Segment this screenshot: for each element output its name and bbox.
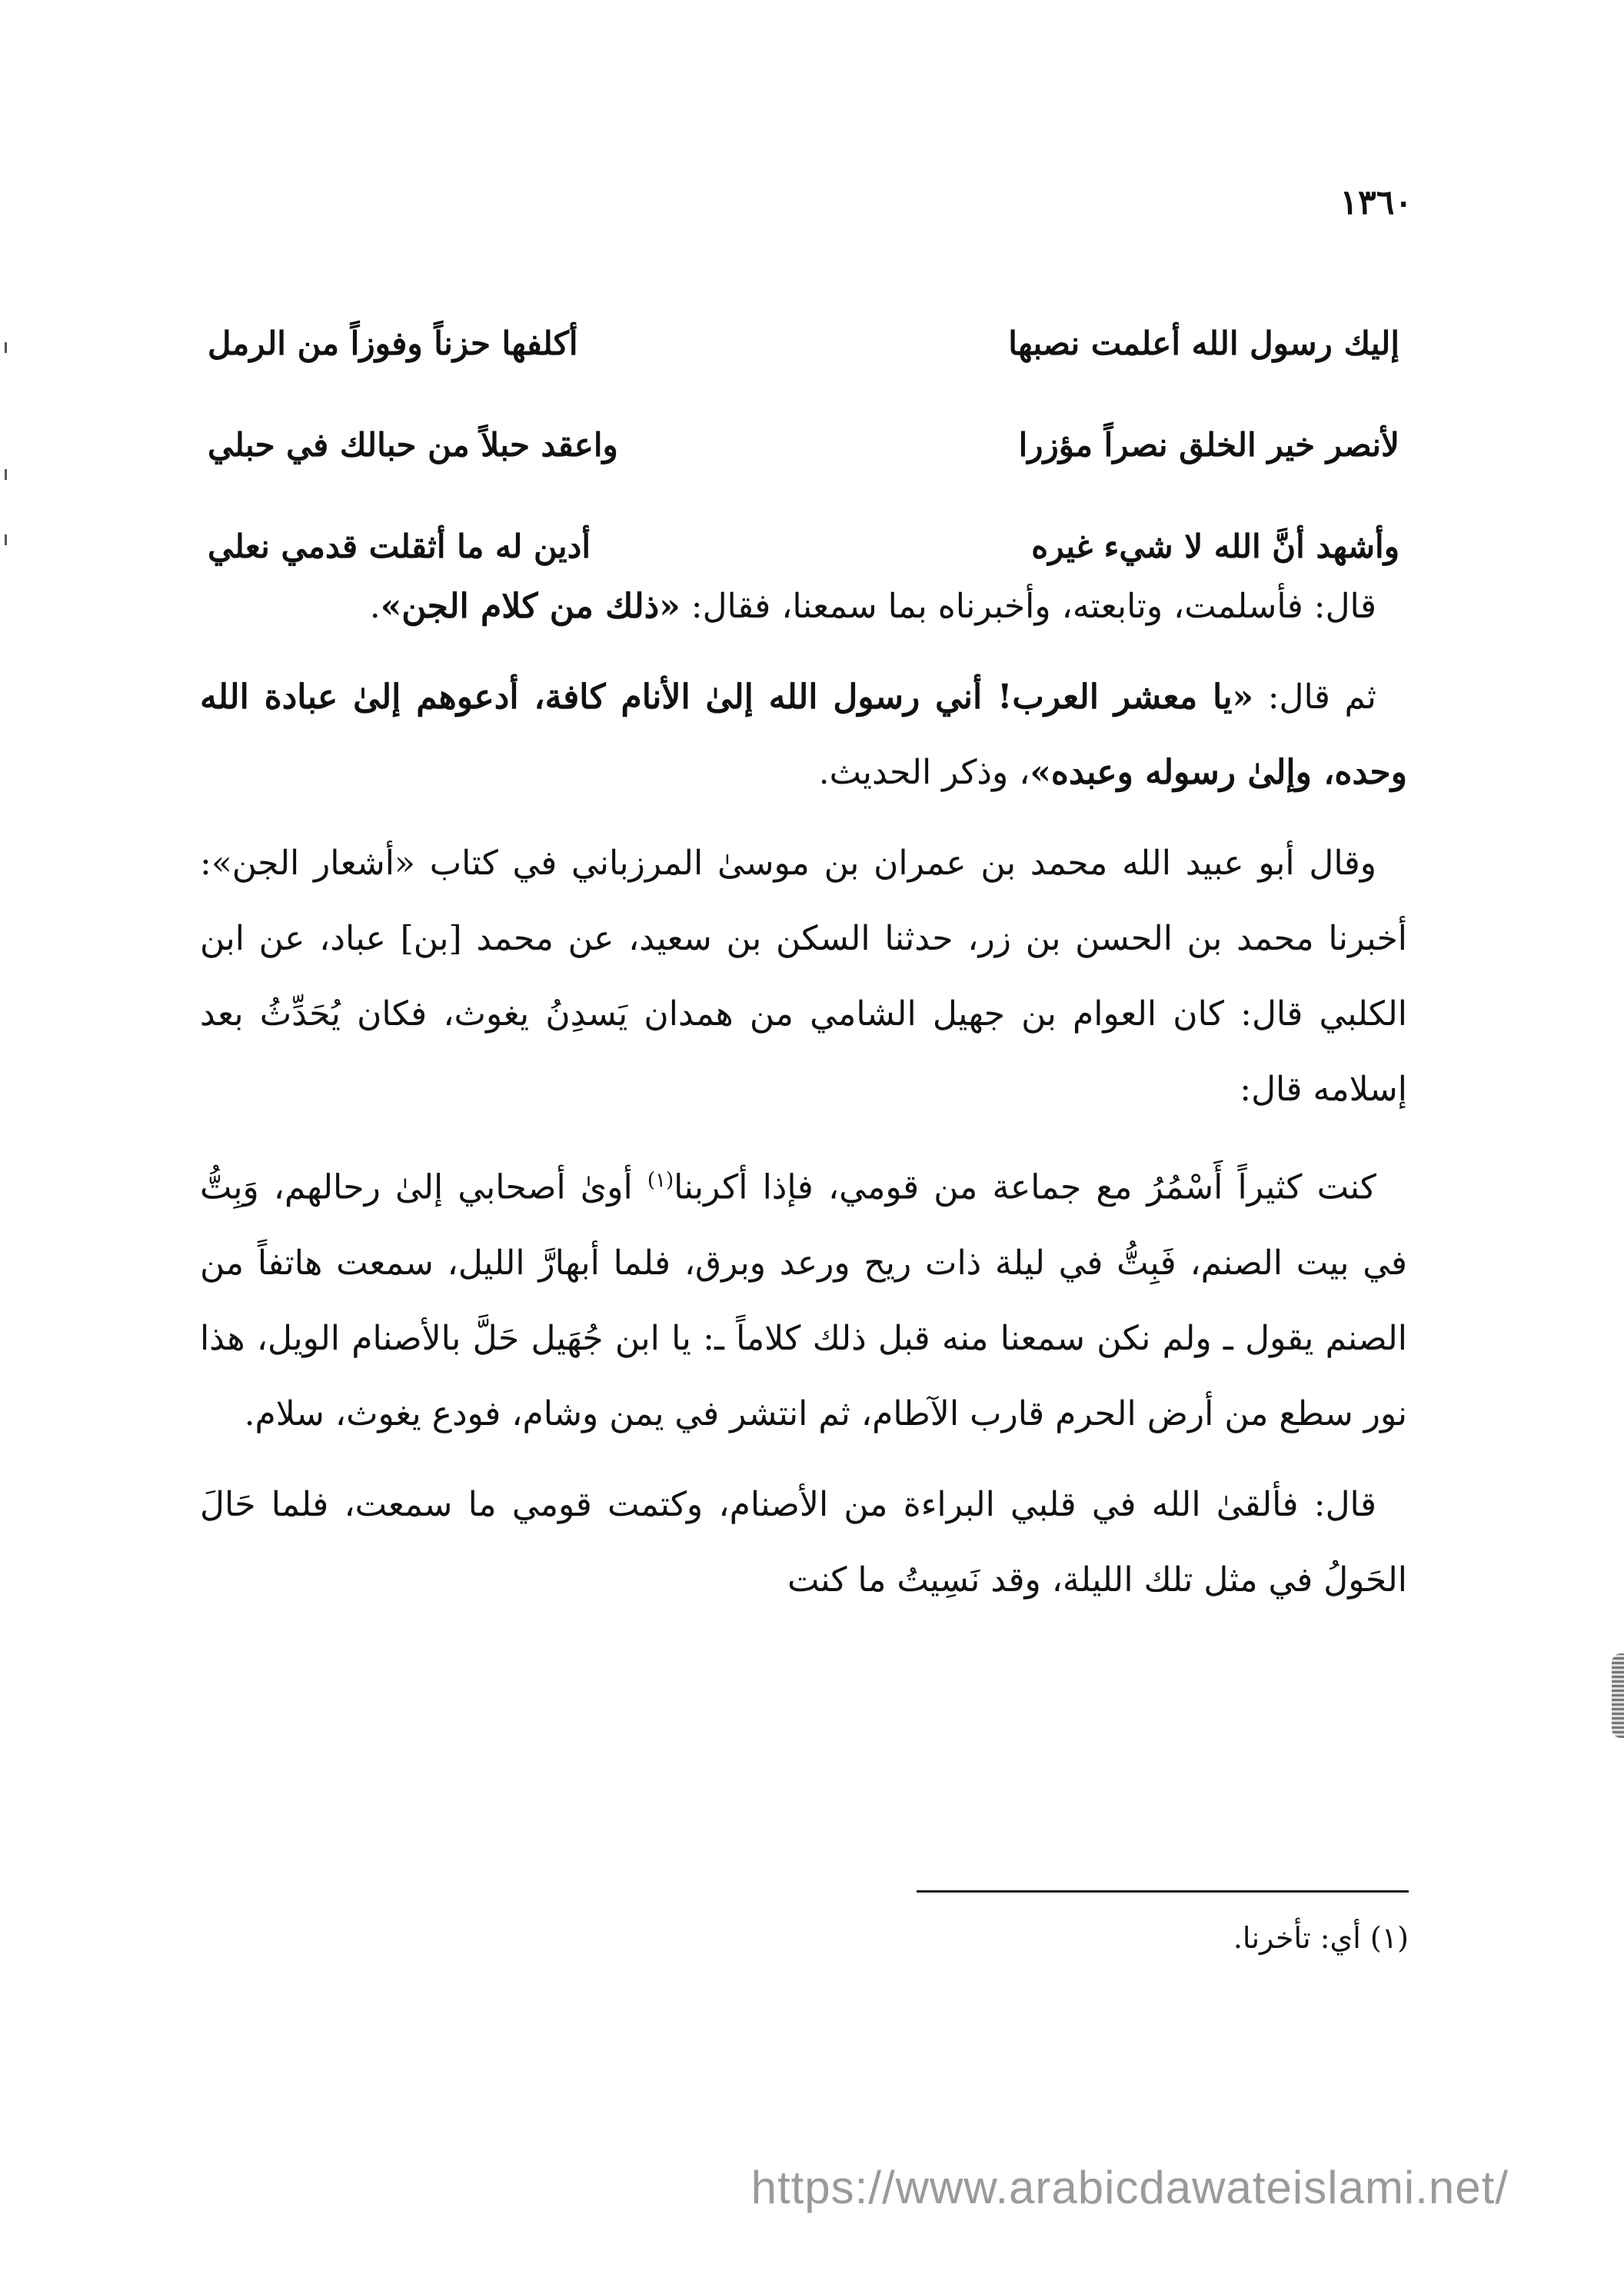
paragraph-text: : أخبرنا محمد بن الحسن بن زر، حدثنا السكن بن سعيد، عن محمد [بن] عباد، عن ابن الكلبي قال: كان العوام بن جهيل الشامي من همدان يَسدِنُ يغوث، فكان يُحَدِّثُ بعد إسلامه قال: (200, 844, 1407, 1109)
margin-tick (5, 342, 7, 353)
paragraph-text: قال: فأسلمت، وتابعته، وأخبرناه بما سمعنا، فقال: (680, 587, 1376, 626)
paragraph-text: وقال أبو عبيد الله محمد بن عمران بن موسىٰ المرزباني في كتاب (414, 844, 1377, 883)
quoted-speech: «يا معشر العرب! أني رسول الله إلىٰ الأنام كافة، أدعوهم إلىٰ عبادة الله وحده، وإلىٰ رسوله وعبده» (200, 678, 1407, 792)
page-edge-mark (1612, 1653, 1624, 1738)
paragraph (200, 1467, 1407, 1618)
paragraph-text: ، وذكر الحديث. (818, 753, 1030, 792)
body-text (200, 569, 1407, 1633)
paragraph-text: أوىٰ أصحابي إلىٰ رحالهم، وَبِتُّ في بيت الصنم، فَبِتُّ في ليلة ذات ريح ورعد وبرق، فلما أبهارَّ الليل، سمعت هاتفاً من الصنم يقول ـ ولم نكن سمعنا منه قبل ذلك كلاماً ـ: يا ابن جُهَيل حَلَّ بالأصنام الويل، هذا نور سطع من أرض الحرم قارب الآطام، ثم انتشر في يمن وشام، فودع يغوث، سلام. (200, 1167, 1407, 1433)
poem-block (208, 292, 1399, 597)
margin-tick (5, 534, 7, 545)
poem-verse (208, 394, 1399, 495)
paragraph-text: ثم قال: (1253, 678, 1377, 717)
paragraph-text: قال: فألقىٰ الله في قلبي البراءة من الأصنام، وكتمت قومي ما سمعت، فلما حَالَ الحَولُ في مثل تلك الليلة، وقد نَسِيتُ ما كنت (200, 1484, 1407, 1600)
paragraph-text: . (369, 587, 381, 626)
verse-first-hemistich: وأشهد أنَّ الله لا شيء غيره (1031, 527, 1399, 565)
paragraph-text: كنت كثيراً أَسْمُرُ مع جماعة من قومي، فإذا أكربنا (674, 1167, 1376, 1207)
verse-first-hemistich: لأنصر خير الخلق نصراً مؤزرا (1018, 425, 1399, 464)
verse-second-hemistich: أكلفها حزناً وفوزاً من الرمل (208, 324, 578, 362)
paragraph (200, 660, 1407, 811)
paragraph (200, 1143, 1407, 1452)
paragraph (200, 826, 1407, 1127)
footnote-reference[interactable]: (١) (647, 1169, 674, 1192)
book-title: «أشعار الجن» (211, 844, 415, 883)
poem-verse (208, 292, 1399, 394)
page-number: ١٣٦٠ (1339, 183, 1413, 222)
quoted-speech: «ذلك من كلام الجن» (380, 587, 681, 626)
verse-second-hemistich: أدين له ما أثقلت قدمي نعلي (208, 527, 591, 565)
margin-tick (5, 469, 7, 480)
verse-second-hemistich: واعقد حبلاً من حبالك في حبلي (208, 425, 618, 464)
footnote-divider (917, 1890, 1409, 1893)
paragraph (200, 569, 1407, 644)
footnote: (١) أي: تأخرنا. (1233, 1921, 1409, 1955)
verse-first-hemistich: إليك رسول الله أعلمت نصبها (1008, 324, 1399, 362)
watermark-url: https://www.arabicdawateislami.net/ (750, 2162, 1509, 2213)
